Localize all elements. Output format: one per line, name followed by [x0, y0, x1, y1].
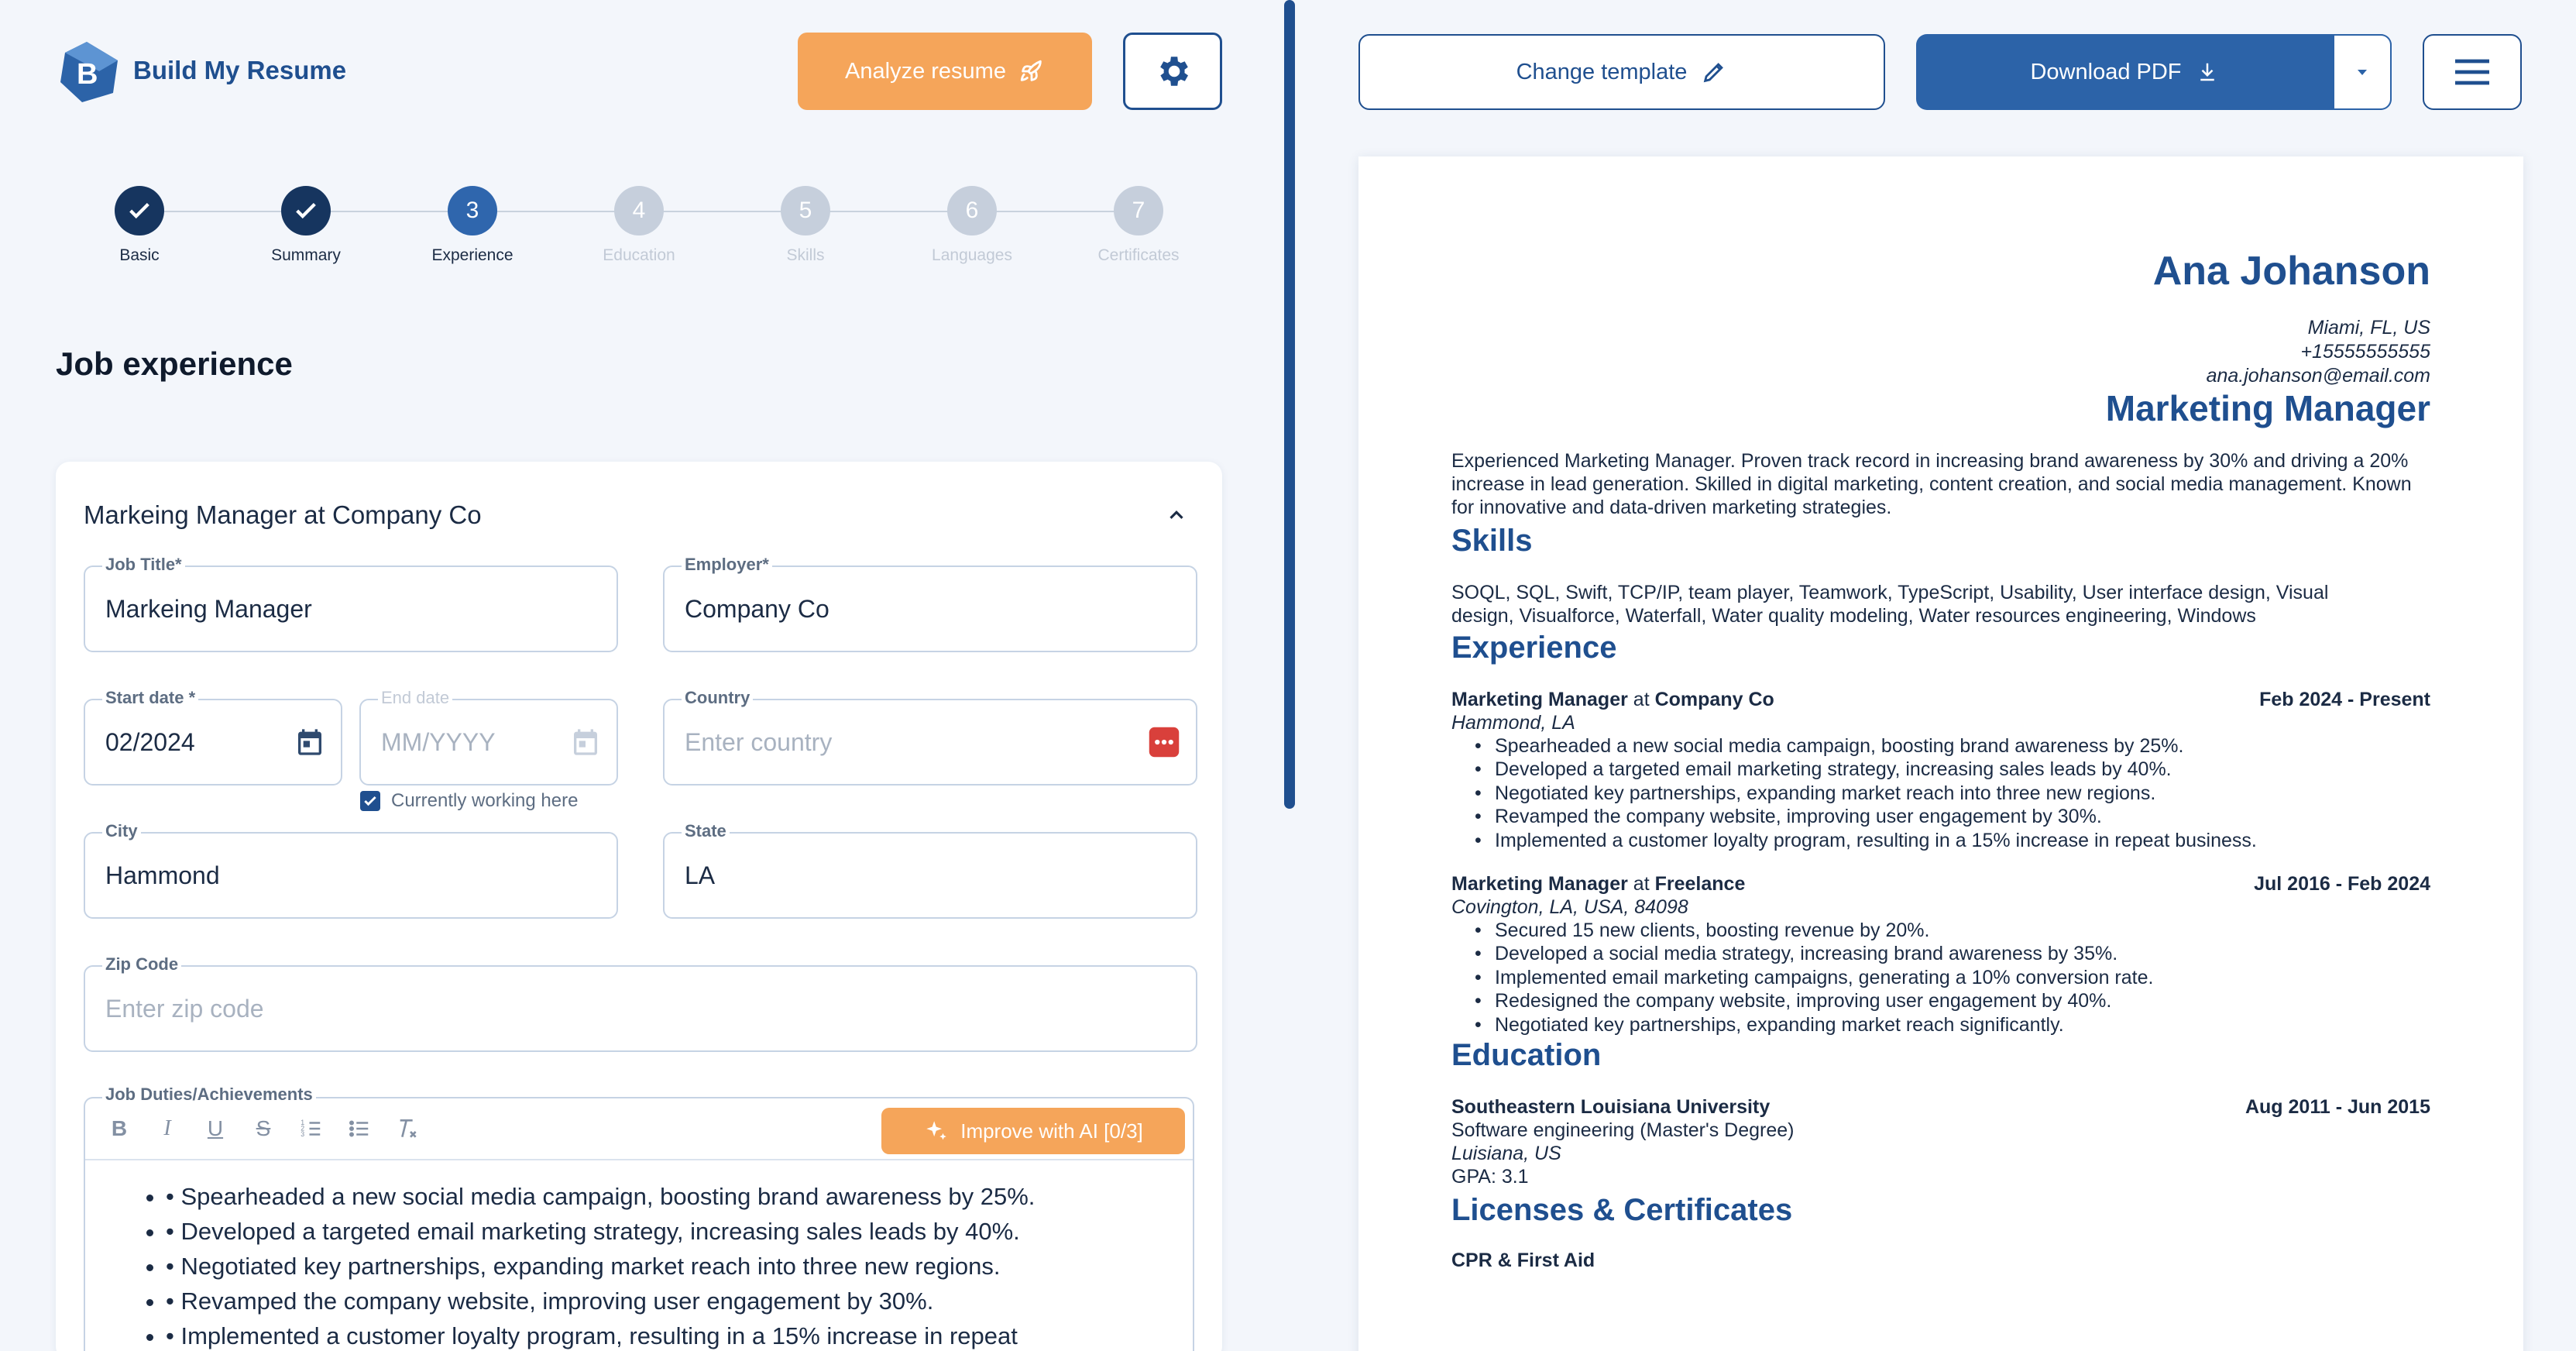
bold-icon[interactable]: B: [111, 1116, 128, 1140]
improve-with-ai-button[interactable]: [881, 1108, 1185, 1154]
step-label: Summary: [271, 246, 341, 264]
city-input[interactable]: Hammond: [84, 832, 618, 919]
resume-education-header: [1451, 1095, 2430, 1119]
logo-icon: [56, 40, 122, 104]
list-item: • • Spearheaded a new social media campaign, boosting brand awareness by 25%.: [166, 1179, 1035, 1214]
step-label: Certificates: [1097, 246, 1180, 264]
job-place: Covington, LA, USA, 84098: [1451, 896, 1688, 918]
calendar-icon[interactable]: [570, 727, 601, 758]
download-pdf-button[interactable]: [1916, 34, 2392, 110]
duties-list[interactable]: [166, 1179, 1035, 1351]
ordered-list-icon[interactable]: [299, 1117, 324, 1140]
step-label: Basic: [119, 246, 160, 264]
job-card: [56, 462, 1222, 1351]
resume-education-heading: Education: [1451, 1038, 1602, 1072]
job-at: at: [1633, 873, 1650, 895]
state-label: State: [682, 821, 730, 841]
country-label: Country: [682, 688, 753, 708]
school-dates: Aug 2011 - Jun 2015: [2245, 1096, 2430, 1118]
panel-scrollbar[interactable]: [1284, 0, 1295, 809]
country-field[interactable]: [663, 688, 1197, 786]
list-item: • Secured 15 new clients, boosting revenue by 20%.: [1475, 919, 2153, 942]
currently-working-label: Currently working here: [391, 790, 579, 811]
svg-text:B: B: [77, 58, 98, 91]
settings-button[interactable]: [1123, 33, 1222, 110]
download-options-toggle[interactable]: [2333, 34, 2392, 110]
start-date-input[interactable]: 02/2024: [84, 699, 342, 786]
step-dot: [115, 186, 164, 235]
step-experience[interactable]: [418, 186, 527, 265]
gear-icon: [1153, 52, 1192, 91]
rocket-icon: [1018, 58, 1045, 84]
job-place: Hammond, LA: [1451, 712, 1575, 734]
employer-label: Employer*: [682, 555, 772, 575]
underline-icon[interactable]: U: [207, 1116, 224, 1140]
more-options-icon[interactable]: [1148, 726, 1180, 758]
change-template-label: Change template: [1516, 59, 1688, 84]
section-title: Job experience: [56, 345, 293, 382]
end-date-label: End date: [378, 688, 452, 708]
list-item: • • Implemented a customer loyalty program, resulting in a 15% increase in repeat: [166, 1318, 1035, 1351]
employer-input[interactable]: Company Co: [663, 565, 1197, 652]
svg-text:2: 2: [301, 1124, 305, 1133]
step-label: Languages: [932, 246, 1012, 264]
step-dot: 7: [1114, 186, 1163, 235]
job-at: at: [1633, 689, 1650, 710]
caret-down-icon: [2353, 63, 2372, 81]
list-item: • Negotiated key partnerships, expanding market reach significantly.: [1475, 1013, 2153, 1036]
gpa: GPA: 3.1: [1451, 1166, 1529, 1188]
job-role: Marketing Manager: [1451, 689, 1628, 710]
end-date-field[interactable]: [359, 688, 618, 786]
bullet-list-icon[interactable]: [347, 1117, 372, 1140]
step-basic[interactable]: [85, 186, 194, 265]
resume-email: ana.johanson@email.com: [2206, 365, 2430, 387]
zip-code-label: Zip Code: [102, 954, 181, 975]
list-item: • • Negotiated key partnerships, expanding market reach into three new regions.: [166, 1249, 1035, 1284]
resume-skills-line: design, Visualforce, Waterfall, Water quality modeling, Water resources engineering, Windows: [1451, 605, 2256, 627]
job-title-input[interactable]: Markeing Manager: [84, 565, 618, 652]
job-company: Company Co: [1654, 689, 1774, 710]
step-summary[interactable]: [252, 186, 360, 265]
resume-experience-heading: Experience: [1451, 631, 1617, 665]
check-icon: [126, 198, 153, 224]
resume-job-header: [1451, 688, 2430, 711]
step-label: Education: [603, 246, 675, 264]
progress-stepper: [85, 186, 1200, 271]
start-date-field[interactable]: [84, 688, 342, 786]
step-languages[interactable]: [918, 186, 1026, 265]
change-template-button[interactable]: [1358, 34, 1885, 110]
step-label: Skills: [786, 246, 825, 264]
download-icon: [2196, 60, 2219, 84]
menu-button[interactable]: [2423, 34, 2522, 110]
zip-code-input[interactable]: Enter zip code: [84, 965, 1197, 1052]
resume-skills-line: SOQL, SQL, Swift, TCP/IP, team player, Teamwork, TypeScript, Usability, User interface design, Visual: [1451, 582, 2329, 603]
resume-contact: [2207, 316, 2430, 388]
degree: Software engineering (Master's Degree): [1451, 1119, 1795, 1141]
analyze-resume-button[interactable]: [798, 33, 1092, 110]
pencil-icon: [1701, 59, 1727, 85]
svg-text:3: 3: [301, 1130, 305, 1138]
step-dot: 5: [781, 186, 830, 235]
job-role: Marketing Manager: [1451, 873, 1628, 895]
list-item: • Implemented email marketing campaigns, generating a 10% conversion rate.: [1475, 966, 2153, 989]
resume-summary: Experienced Marketing Manager. Proven track record in increasing brand awareness by 30% and driving a 20% increase in lead generation. Skilled in digital marketing, content creation, and social media management. Known for innovative and data-driven marketing strategies.: [1451, 450, 2412, 518]
job-dates: Feb 2024 - Present: [2259, 689, 2430, 710]
strikethrough-icon[interactable]: S: [256, 1116, 271, 1140]
start-date-label: Start date *: [102, 688, 198, 708]
calendar-icon[interactable]: [294, 727, 325, 758]
resume-name: Ana Johanson: [2152, 249, 2430, 294]
list-item: • Revamped the company website, improving user engagement by 30%.: [1475, 805, 2257, 828]
currently-working-checkbox[interactable]: [360, 790, 578, 812]
step-dot: 6: [947, 186, 997, 235]
list-item: • • Revamped the company website, improving user engagement by 30%.: [166, 1284, 1035, 1318]
step-dot: 3: [448, 186, 497, 235]
step-dot: [281, 186, 331, 235]
city-label: City: [102, 821, 141, 841]
list-item: • Negotiated key partnerships, expanding market reach into three new regions.: [1475, 782, 2257, 805]
employer-field[interactable]: [663, 555, 1197, 652]
zip-code-field[interactable]: [84, 954, 1197, 1052]
svg-text:1: 1: [301, 1119, 305, 1126]
resume-phone: +15555555555: [2300, 341, 2430, 363]
improve-with-ai-label: Improve with AI [0/3]: [960, 1119, 1143, 1143]
check-icon: [293, 198, 319, 224]
list-item: • Developed a social media strategy, increasing brand awareness by 35%.: [1475, 942, 2153, 965]
job-title-label: Job Title*: [102, 555, 185, 575]
country-input[interactable]: Enter country: [663, 699, 1197, 786]
resume-title: Marketing Manager: [2105, 388, 2430, 428]
job-duties-label: Job Duties/Achievements: [102, 1085, 316, 1105]
job-dates: Jul 2016 - Feb 2024: [2254, 873, 2430, 895]
job-bullets: [1475, 919, 2153, 1036]
school-name: Southeastern Louisiana University: [1451, 1096, 1771, 1118]
job-card-title[interactable]: Markeing Manager at Company Co: [84, 500, 482, 529]
job-title-field[interactable]: [84, 555, 618, 652]
analyze-resume-label: Analyze resume: [845, 58, 1006, 84]
list-item: • • Developed a targeted email marketing strategy, increasing sales leads by 40%.: [166, 1214, 1035, 1249]
certificate-item: CPR & First Aid: [1451, 1250, 1595, 1271]
list-item: • Developed a targeted email marketing strategy, increasing sales leads by 40%.: [1475, 758, 2257, 781]
list-item: • Spearheaded a new social media campaign, boosting brand awareness by 25%.: [1475, 734, 2257, 758]
list-item: • Redesigned the company website, improving user engagement by 40%.: [1475, 989, 2153, 1012]
download-pdf-main[interactable]: [1916, 34, 2333, 110]
state-field[interactable]: [663, 821, 1197, 919]
end-date-input[interactable]: MM/YYYY: [359, 699, 618, 786]
step-education[interactable]: [585, 186, 693, 265]
hamburger-icon: [2452, 57, 2492, 88]
sparkle-icon: [923, 1118, 950, 1144]
checkbox-checked-icon[interactable]: [360, 791, 380, 811]
step-skills[interactable]: [751, 186, 860, 265]
clear-format-icon[interactable]: [395, 1116, 420, 1141]
job-duties-editor[interactable]: [84, 1097, 1194, 1351]
download-pdf-label: Download PDF: [2030, 59, 2182, 84]
job-company: Freelance: [1654, 873, 1746, 895]
step-dot: 4: [614, 186, 664, 235]
editor-panel: [0, 0, 1276, 1351]
resume-preview: [1358, 156, 2523, 1351]
chevron-up-icon[interactable]: [1165, 504, 1188, 527]
resume-certificates-heading: Licenses & Certificates: [1451, 1193, 1793, 1227]
resume-job-header: [1451, 872, 2430, 896]
state-input[interactable]: LA: [663, 832, 1197, 919]
school-place: Luisiana, US: [1451, 1143, 1561, 1164]
resume-skills-heading: Skills: [1451, 524, 1533, 558]
brand-name: Build My Resume: [133, 56, 347, 84]
list-item: • Implemented a customer loyalty program, resulting in a 15% increase in repeat business.: [1475, 829, 2257, 852]
resume-location: Miami, FL, US: [2307, 317, 2430, 339]
step-label: Experience: [431, 246, 513, 264]
italic-icon[interactable]: I: [163, 1116, 171, 1140]
preview-panel: [1298, 0, 2576, 1351]
city-field[interactable]: [84, 821, 618, 919]
job-bullets: [1475, 734, 2257, 852]
step-certificates[interactable]: [1084, 186, 1193, 265]
